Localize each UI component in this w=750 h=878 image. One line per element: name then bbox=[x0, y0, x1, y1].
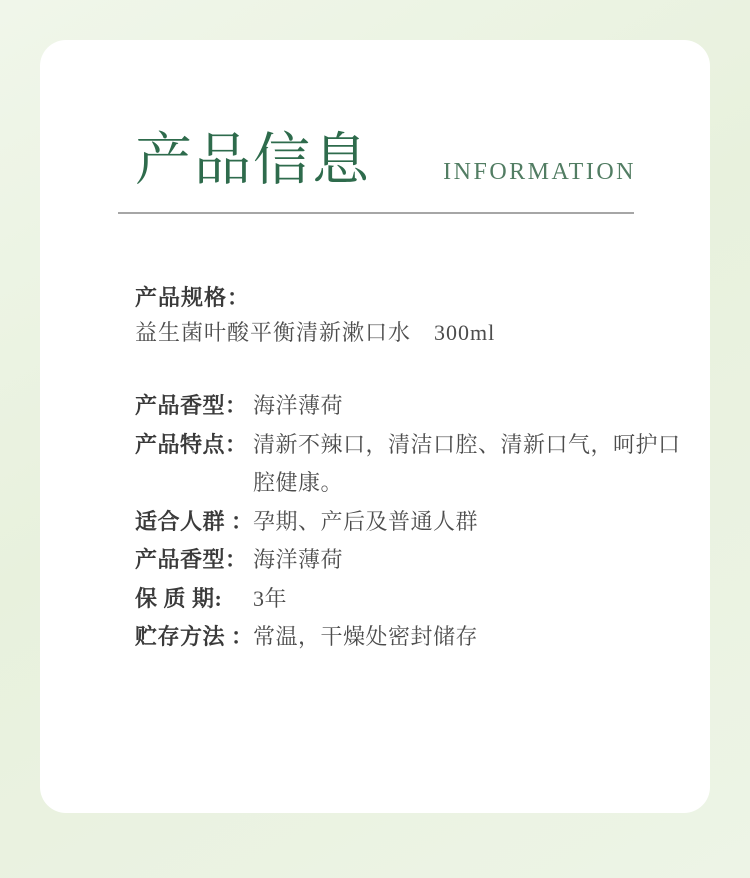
detail-label: 产品香型： bbox=[135, 547, 248, 572]
detail-row-features bbox=[135, 426, 695, 503]
page-title: 产品信息 bbox=[135, 129, 371, 192]
detail-value: 3年 bbox=[253, 585, 288, 611]
spec-section bbox=[135, 280, 635, 350]
detail-value: 清新不辣口，清洁口腔、清新口气，呵护口腔健康。 bbox=[253, 431, 681, 495]
detail-label: 保 质 期: bbox=[135, 585, 223, 611]
detail-row-storage bbox=[135, 618, 695, 657]
detail-row-shelf-life bbox=[135, 580, 695, 619]
details-list bbox=[135, 387, 695, 657]
spec-label: 产品规格： bbox=[135, 285, 251, 310]
detail-value: 常温，干燥处密封储存 bbox=[253, 624, 479, 649]
page-subtitle: INFORMATION bbox=[443, 159, 636, 185]
detail-row-scent bbox=[135, 387, 695, 426]
detail-value: 海洋薄荷 bbox=[253, 393, 344, 418]
detail-label: 产品香型： bbox=[135, 393, 248, 418]
detail-label: 贮存方法 ： bbox=[135, 624, 254, 649]
detail-row-scent-2 bbox=[135, 541, 695, 580]
detail-row-audience bbox=[135, 503, 695, 542]
detail-value: 孕期、产后及普通人群 bbox=[253, 508, 479, 534]
header-divider bbox=[118, 212, 634, 214]
detail-label: 适合人群 ： bbox=[135, 508, 254, 534]
header bbox=[135, 130, 636, 193]
product-info-card bbox=[40, 40, 710, 813]
detail-label: 产品特点： bbox=[135, 431, 248, 457]
spec-value: 益生菌叶酸平衡清新漱口水 300ml bbox=[135, 320, 496, 345]
detail-value: 海洋薄荷 bbox=[253, 547, 344, 572]
